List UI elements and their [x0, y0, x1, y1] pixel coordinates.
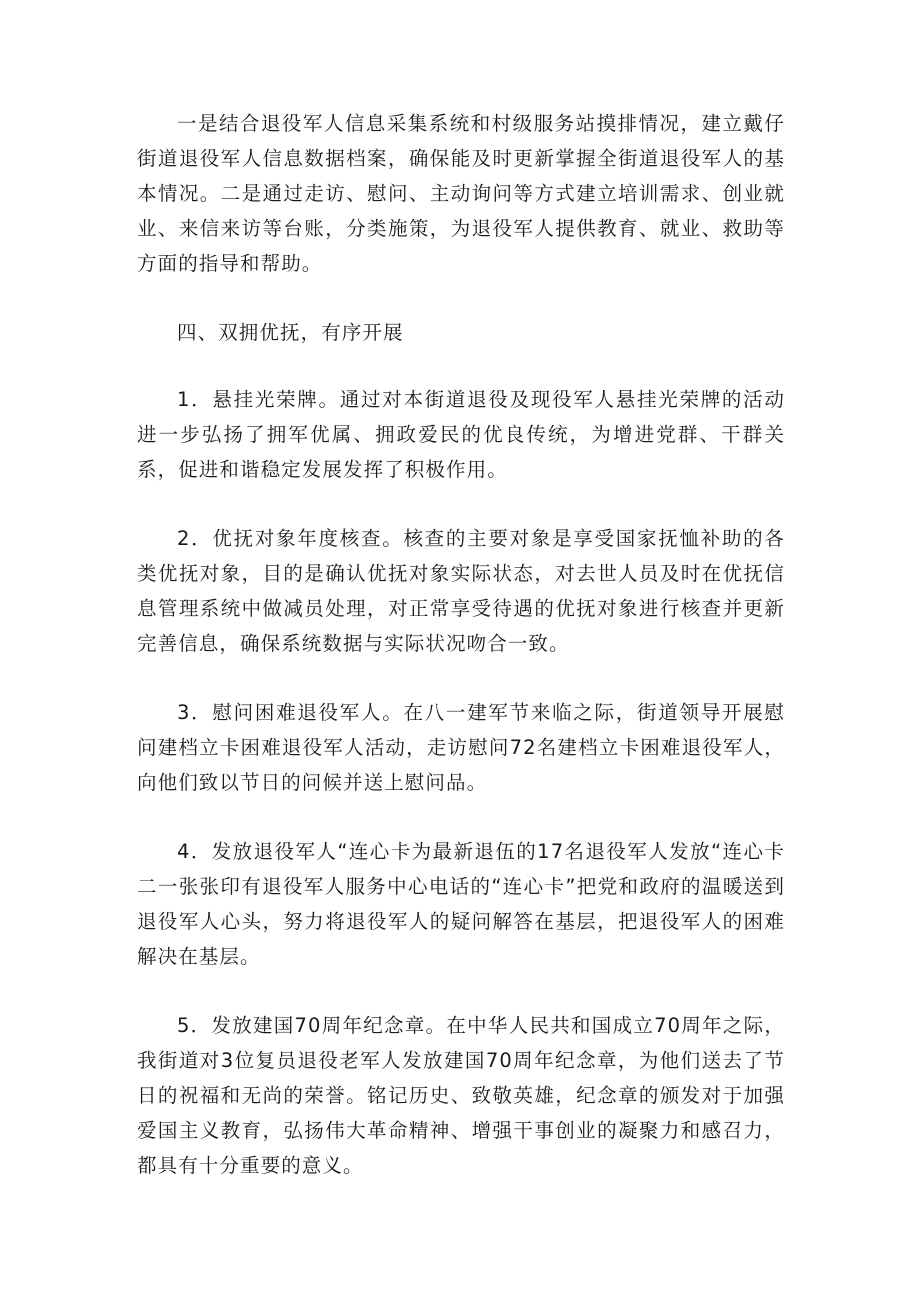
paragraph-intro: 一是结合退役军人信息采集系统和村级服务站摸排情况，建立戴仔街道退役军人信息数据档案，确保能及时更新掌握全街道退役军人的基本情况。二是通过走访、慰问、主动询问等方式建立培训需求、创业就业、来信来访等台账，分类施策，为退役军人提供教育、就业、救助等方面的指导和帮助。 [137, 112, 785, 275]
paragraph-item-2: 2．优抚对象年度核查。核查的主要对象是享受国家抚恤补助的各类优抚对象，目的是确认优抚对象实际状态，对去世人员及时在优抚信息管理系统中做减员处理，对正常享受待遇的优抚对象进行核查并更新完善信息，确保系统数据与实际状况吻合一致。 [137, 527, 785, 655]
section-heading: 四、双拥优抚，有序开展 [177, 321, 404, 344]
document-body [137, 106, 785, 1217]
paragraph-item-5: 5．发放建国70周年纪念章。在中华人民共和国成立70周年之际，我街道对3位复员退役老军人发放建国70周年纪念章，为他们送去了节日的祝福和无尚的荣誉。铭记历史、致敬英雄，纪念章的颁发对于加强爱国主义教育，弘扬伟大革命精神、增强干事创业的凝聚力和感召力，都具有十分重要的意义。 [137, 1014, 785, 1177]
paragraph-item-4: 4．发放退役军人“连心卡为最新退伍的17名退役军人发放“连心卡二一张张印有退役军人服务中心电话的“连心卡”把党和政府的温暖送到退役军人心头，努力将退役军人的疑问解答在基层，把退役军人的困难解决在基层。 [137, 840, 785, 968]
paragraph-item-3: 3．慰问困难退役军人。在八一建军节来临之际，街道领导开展慰问建档立卡困难退役军人活动，走访慰问72名建档立卡困难退役军人，向他们致以节日的问候并送上慰问品。 [137, 701, 785, 794]
paragraph-item-1: 1．悬挂光荣牌。通过对本街道退役及现役军人悬挂光荣牌的活动进一步弘扬了拥军优属、拥政爱民的优良传统，为增进党群、干群关系，促进和谐稳定发展发挥了积极作用。 [137, 388, 785, 481]
